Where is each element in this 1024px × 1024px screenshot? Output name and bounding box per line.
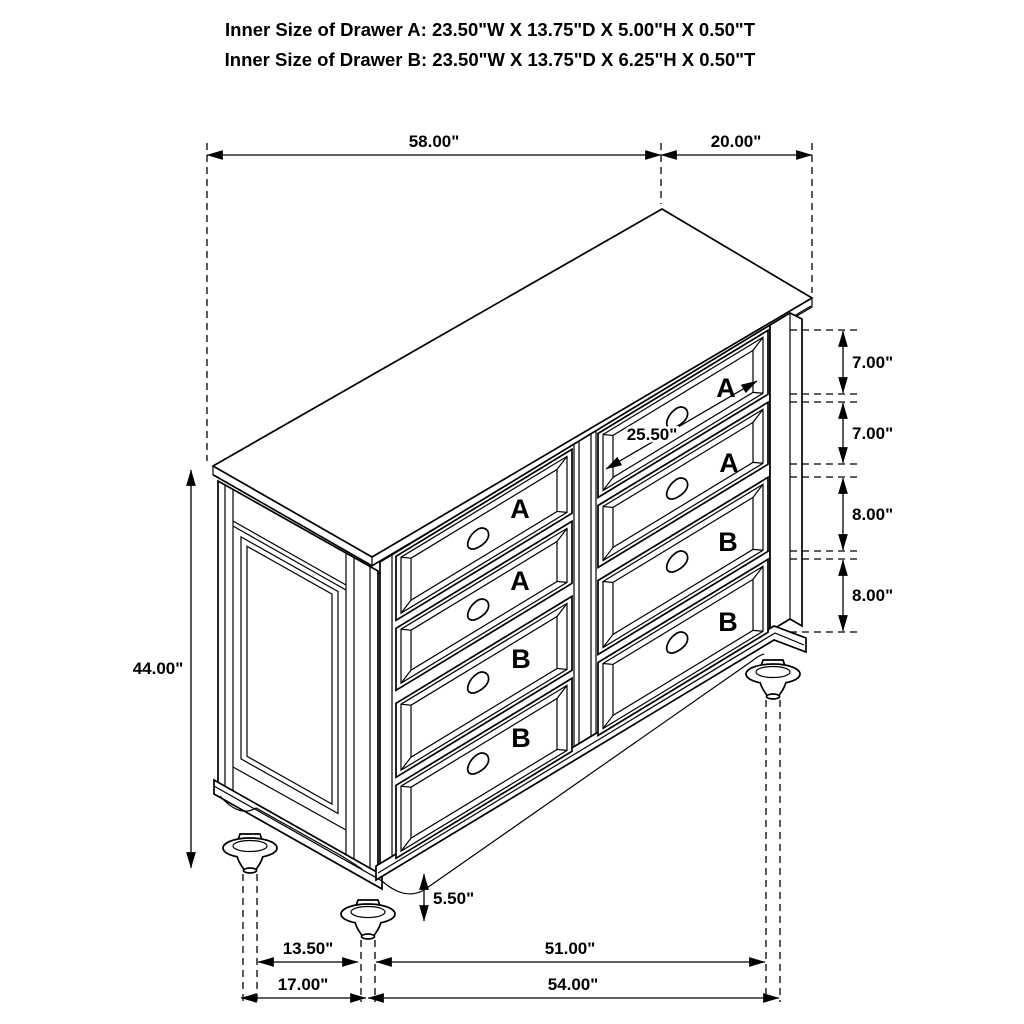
dim-top-depth-label: 20.00"	[710, 132, 762, 151]
dim-drawer3-height-label: 8.00"	[852, 505, 894, 524]
dim-side-feet-inner-label: 13.50"	[282, 939, 334, 958]
title-line-1: Inner Size of Drawer A: 23.50"W X 13.75"D X 5.00"H X 0.50"T	[225, 19, 755, 40]
dim-side-feet-outer-label: 17.00"	[277, 975, 329, 994]
foot-tip	[767, 694, 780, 699]
title-line-2: Inner Size of Drawer B: 23.50"W X 13.75"D X 6.25"H X 0.50"T	[224, 49, 756, 70]
drawer-label-right-1: A	[716, 373, 736, 403]
dim-leg-height-label: 5.50"	[433, 889, 475, 908]
drawer-label-left-3: B	[511, 644, 531, 674]
drawer-label-left-2: A	[510, 566, 530, 596]
dim-drawer2-height-label: 7.00"	[852, 424, 894, 443]
dim-top-width-label: 58.00"	[408, 132, 460, 151]
drawer-label-left-1: A	[510, 494, 530, 524]
drawer-label-right-2: A	[719, 448, 739, 478]
dim-front-feet-outer-label: 54.00"	[547, 975, 599, 994]
drawer-label-right-4: B	[718, 607, 738, 637]
dim-drawer4-height-label: 8.00"	[852, 586, 894, 605]
right-corner-post	[770, 313, 802, 631]
dim-drawer1-height-label: 7.00"	[852, 353, 894, 372]
drawer-label-right-3: B	[718, 527, 738, 557]
foot-tip	[362, 934, 375, 939]
dim-overall-height-label: 44.00"	[132, 659, 184, 678]
dim-drawer-opening-width-label: 25.50"	[626, 425, 678, 444]
drawer-label-left-4: B	[511, 723, 531, 753]
foot-tip	[244, 868, 257, 873]
dim-front-feet-inner-label: 51.00"	[544, 939, 596, 958]
